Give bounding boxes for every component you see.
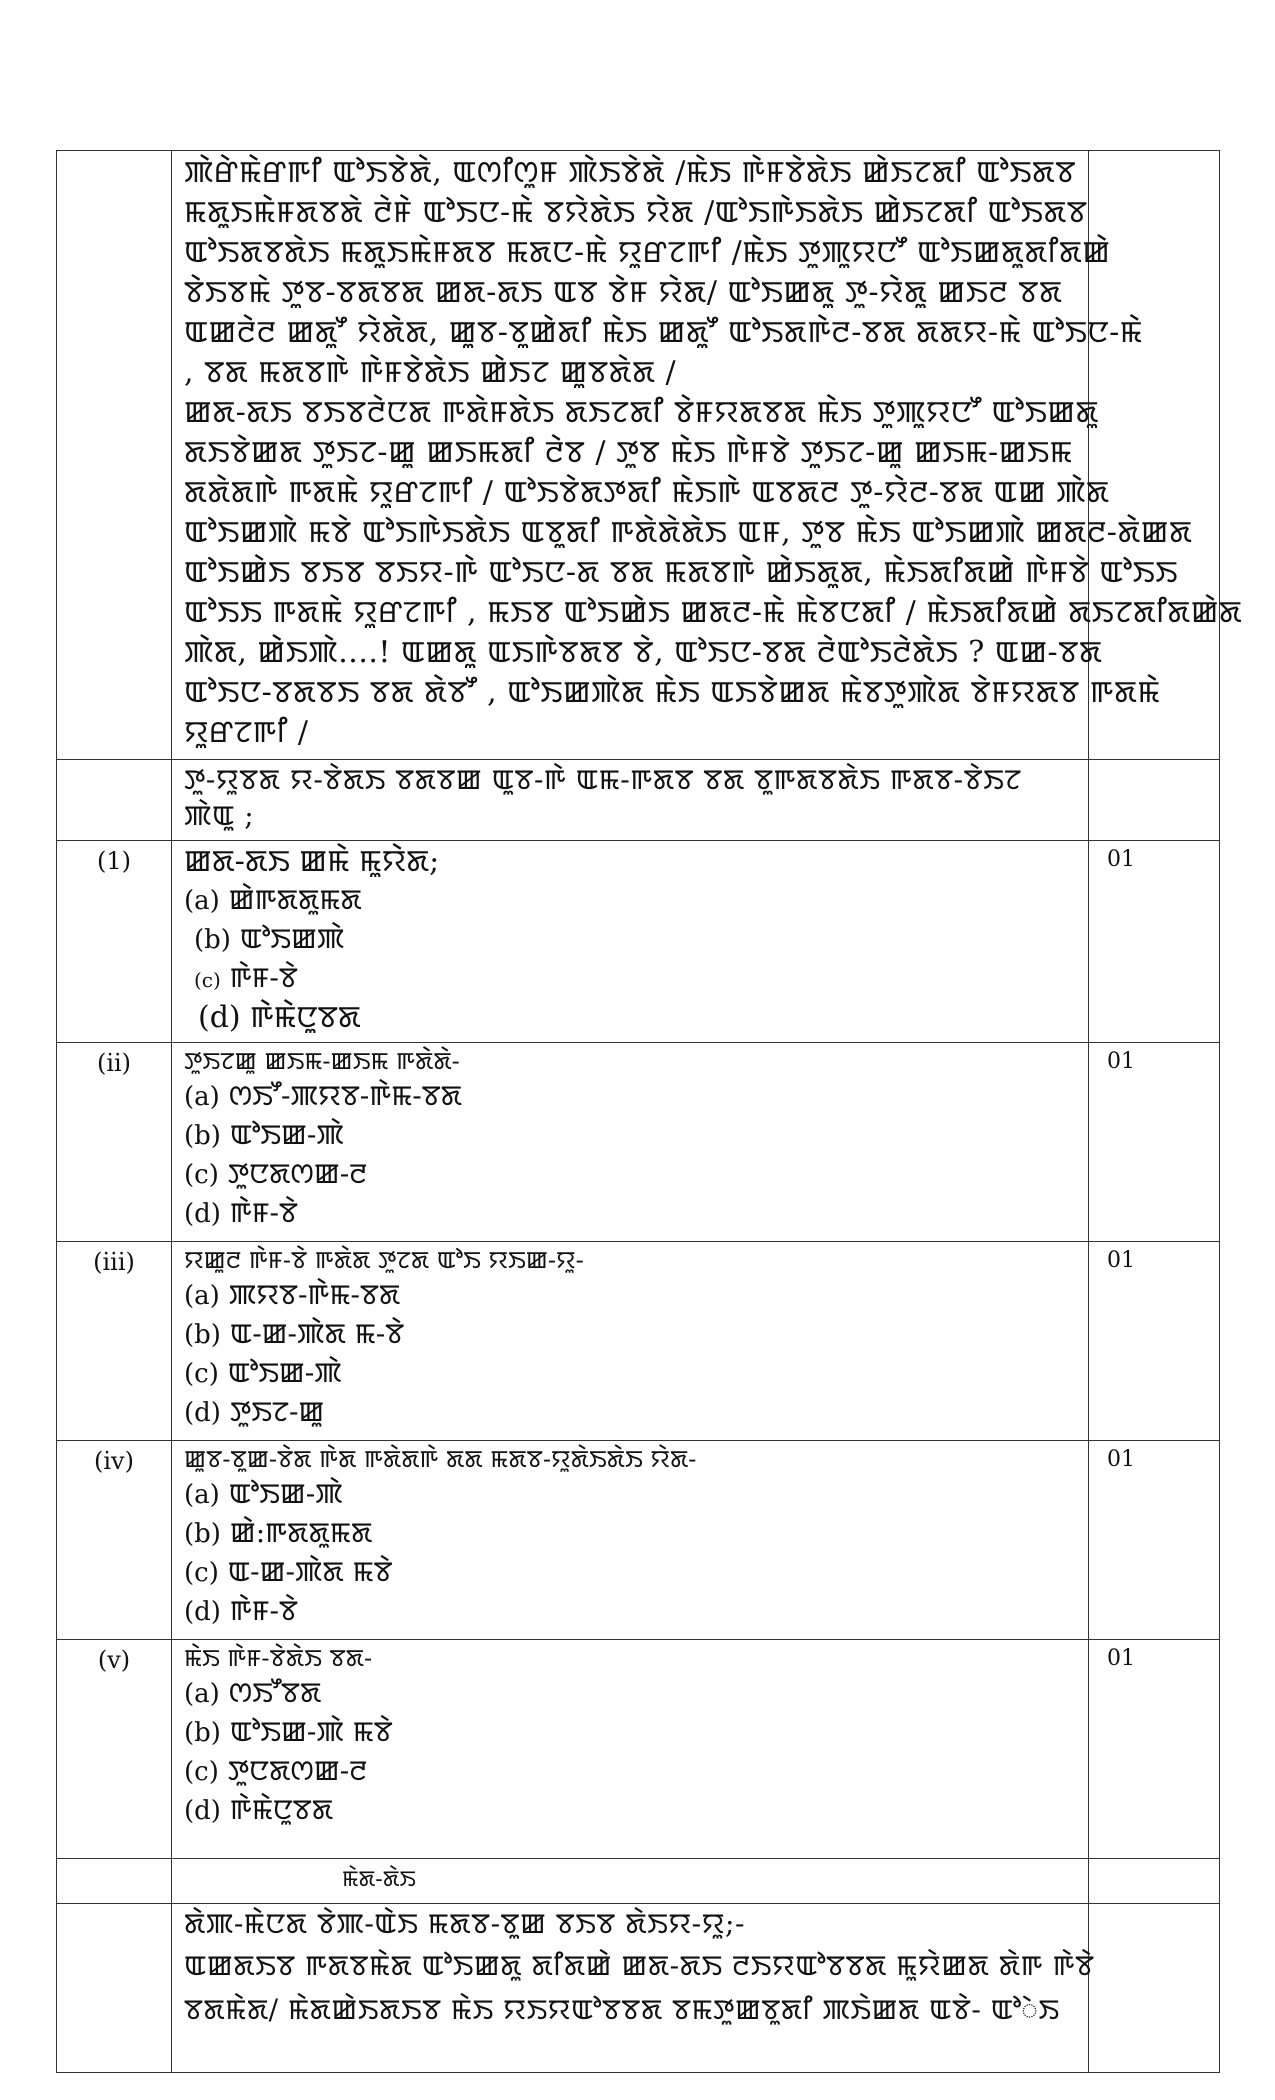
marks-value: 01 bbox=[1089, 1242, 1220, 1441]
option-d bbox=[184, 1393, 1078, 1432]
marks-value: 01 bbox=[1089, 1441, 1220, 1640]
option-label: (d) bbox=[184, 1597, 221, 1627]
question-stem: ꯀꯗ-ꯗꯏ ꯀꯃꯥ ꯃꯨꯌꯥꯗ; bbox=[184, 844, 440, 879]
option-label: (d) bbox=[184, 1199, 221, 1229]
passage-text bbox=[172, 151, 1243, 760]
option-text: ꯁꯏꯧ-ꯄꯌꯕ-ꯒꯥꯃ-ꯕꯗ bbox=[228, 1079, 463, 1112]
question-number: (1) bbox=[57, 841, 172, 1043]
passage-line: ꯗꯗꯥꯗꯒꯥ ꯒꯗꯃꯥ ꯌꯨꯔꯖꯒꯤ / ꯑꯣꯏꯕꯥꯗꯇꯗꯤ ꯃꯥꯏꯒꯥ ꯑꯕꯗꯂ ꯇꯨ-ꯌꯥꯂ-ꯕꯗ ꯑꯀ ꯄꯥꯗ bbox=[184, 475, 1110, 510]
option-text: ꯁꯏꯧꯕꯗ bbox=[228, 1676, 322, 1709]
option-text: ꯒꯥꯝ-ꯕꯥ bbox=[229, 1594, 298, 1627]
option-text: ꯄꯌꯕ-ꯒꯥꯃ-ꯕꯗ bbox=[228, 1278, 401, 1311]
question-body bbox=[172, 1441, 1089, 1640]
instruction-row bbox=[57, 760, 1220, 841]
option-text: ꯑ-ꯀ-ꯄꯥꯗ ꯃꯕꯥ bbox=[227, 1555, 393, 1588]
question-stem: ꯇꯨꯏꯖꯀꯨ ꯀꯏꯃ-ꯀꯏꯃ ꯒꯗꯥꯗꯥ- bbox=[184, 1047, 460, 1075]
option-text: ꯑꯣꯏꯀ-ꯄꯥ bbox=[227, 1356, 342, 1389]
option-text: ꯇꯨꯅꯗꯁꯀ-ꯂ bbox=[227, 1157, 368, 1190]
passage-line: ꯗꯏꯕꯥꯀꯗ ꯇꯨꯏꯖ-ꯀꯨ ꯀꯏꯃꯗꯤ ꯂꯥꯕ / ꯇꯨꯕ ꯃꯥꯏ ꯒꯥꯝꯕꯥ ꯇꯨꯏꯖ-ꯀꯨ ꯀꯏꯃ-ꯀꯏꯃ bbox=[184, 435, 1073, 470]
question-paper-table bbox=[56, 150, 1243, 2073]
option-label: (b) bbox=[194, 925, 231, 955]
option-label: (d) bbox=[184, 1796, 221, 1826]
question-body bbox=[172, 841, 1089, 1043]
option-label: (c) bbox=[184, 1359, 219, 1389]
option-label: (a) bbox=[184, 1082, 220, 1112]
option-label: (c) bbox=[184, 1757, 219, 1787]
option-label: (d) bbox=[184, 1398, 221, 1428]
marks-value: 01 bbox=[1089, 1640, 1220, 1859]
option-a bbox=[184, 881, 1078, 920]
option-c bbox=[184, 959, 1078, 999]
instruction-line: ꯇꯨ-ꯌꯨꯕꯗ ꯌ-ꯕꯥꯗꯏ ꯕꯗꯕꯀ ꯑꯨꯕ-ꯒꯥ ꯑꯃ-ꯒꯗꯕ ꯕꯗ ꯕꯨꯒꯗꯕꯗꯥꯏ ꯒꯗꯕ-ꯕꯥꯏꯖ bbox=[184, 763, 1022, 796]
option-b bbox=[184, 920, 1078, 959]
option-b bbox=[184, 1713, 1078, 1752]
question-row bbox=[57, 841, 1220, 1043]
option-b bbox=[184, 1514, 1078, 1553]
marks-cell bbox=[1089, 1904, 1220, 2073]
question-row bbox=[57, 1242, 1220, 1441]
option-text: ꯒꯥꯝ-ꯕꯥ bbox=[229, 961, 298, 994]
option-text: ꯇꯨꯏꯖ-ꯀꯨ bbox=[229, 1395, 325, 1428]
option-label: (a) bbox=[184, 1679, 220, 1709]
passage-row bbox=[57, 151, 1220, 760]
next-passage-line: ꯑꯀꯗꯏꯕ ꯒꯗꯕꯃꯥꯗ ꯑꯣꯏꯀꯗꯨ ꯗꯤꯗꯀꯥ ꯀꯗ-ꯗꯏ ꯂꯏꯌꯑꯣꯕꯕꯗ ꯃꯨꯌꯥꯀꯗ ꯗꯥꯒ ꯒꯥꯕꯥ bbox=[184, 1949, 1095, 1982]
option-a bbox=[184, 1674, 1078, 1713]
option-label: (d) bbox=[198, 1000, 241, 1035]
passage-line: ꯑꯣꯏꯀꯄꯥ ꯃꯕꯥ ꯑꯣꯏꯒꯥꯏꯗꯥꯏ ꯑꯕꯨꯗꯤ ꯒꯗꯥꯗꯥꯗꯥꯏ ꯑꯝ, ꯇꯨꯕ ꯃꯥꯏ ꯑꯣꯏꯀꯄꯥ ꯀꯗꯂ-ꯗꯥꯀꯗ bbox=[184, 515, 1193, 550]
next-passage-line: ꯗꯥꯄ-ꯃꯥꯅꯗ ꯕꯥꯄ-ꯑꯥꯏ ꯃꯗꯕ-ꯕꯨꯀ ꯕꯏꯕ ꯗꯥꯏꯌ-ꯌꯨ;- bbox=[184, 1907, 745, 1940]
option-c bbox=[184, 1155, 1078, 1194]
option-text: ꯑ-ꯀ-ꯄꯥꯗ ꯃ-ꯕꯥ bbox=[229, 1317, 405, 1350]
question-stem: ꯌꯀꯨꯂ ꯒꯥꯝ-ꯕꯥ ꯒꯗꯥꯗ ꯇꯨꯖꯗ ꯑꯣꯏ ꯌꯏꯀ-ꯌꯨ- bbox=[184, 1246, 584, 1274]
section-label-row bbox=[57, 1859, 1220, 1904]
question-body bbox=[172, 1242, 1089, 1441]
passage-line: ꯃꯗꯨꯏꯃꯥꯝꯗꯕꯗꯥ ꯂꯥꯝꯥ ꯑꯣꯏꯅ-ꯃꯥ ꯕꯌꯥꯗꯥꯏ ꯌꯥꯗ /ꯑꯣꯏꯒꯥꯏꯗꯥꯏ ꯀꯥꯏꯖꯗꯤ ꯑꯣꯏꯗꯕ bbox=[184, 195, 1088, 230]
option-label: (b) bbox=[184, 1519, 221, 1549]
option-text: ꯇꯨꯅꯗꯁꯀ-ꯂ bbox=[227, 1754, 368, 1787]
marks-cell bbox=[1089, 760, 1220, 841]
instruction-text bbox=[172, 760, 1089, 841]
passage-line: ꯑꯣꯏꯗꯕꯗꯥꯏ ꯃꯗꯨꯏꯃꯥꯝꯗꯕ ꯃꯗꯅ-ꯃꯥ ꯌꯨꯔꯖꯒꯤ /ꯃꯥꯏ ꯇꯨꯄꯨꯌꯅꯧ ꯑꯣꯏꯀꯗꯨꯗꯤꯗꯀꯥ bbox=[184, 235, 1111, 270]
marks-cell bbox=[1089, 1859, 1220, 1904]
instruction-line: ꯄꯥꯑꯨ ; bbox=[184, 799, 255, 832]
passage-line: ꯄꯥꯔꯥꯃꯥꯔꯒꯤ ꯑꯣꯏꯕꯥꯗꯥ, ꯑꯁꯤꯁꯨꯝ ꯄꯥꯏꯕꯥꯗꯥ /ꯃꯥꯏ ꯒꯥꯝꯕꯥꯗꯥꯏ ꯀꯥꯏꯖꯗꯤ ꯑꯣꯏꯗꯕ bbox=[184, 155, 1077, 190]
question-row bbox=[57, 1640, 1220, 1859]
marks-value: 01 bbox=[1089, 1043, 1220, 1242]
option-text: ꯒꯥꯃꯥꯅꯨꯕꯗ bbox=[250, 1000, 361, 1035]
question-stem: ꯃꯥꯏ ꯒꯥꯝ-ꯕꯥꯗꯥꯏ ꯕꯗ- bbox=[184, 1644, 373, 1672]
option-text: ꯑꯣꯏꯀꯄꯥ bbox=[239, 922, 345, 955]
option-b bbox=[184, 1116, 1078, 1155]
option-label: (b) bbox=[184, 1718, 221, 1748]
passage-line: , ꯕꯗ ꯃꯗꯕꯒꯥ ꯒꯥꯝꯕꯥꯗꯥꯏ ꯀꯥꯏꯖ ꯀꯨꯕꯗꯥꯗ / bbox=[184, 355, 677, 390]
number-cell bbox=[57, 1859, 172, 1904]
option-text: ꯀꯥ:ꯒꯗꯗꯨꯃꯗ bbox=[229, 1516, 373, 1549]
question-number: (iv) bbox=[57, 1441, 172, 1640]
option-label: (c) bbox=[194, 968, 221, 992]
option-c bbox=[184, 1752, 1078, 1791]
option-a bbox=[184, 1475, 1078, 1514]
option-label: (b) bbox=[184, 1320, 221, 1350]
option-d bbox=[184, 1791, 1078, 1830]
option-d bbox=[184, 1194, 1078, 1233]
option-label: (a) bbox=[184, 1281, 220, 1311]
option-b bbox=[184, 1315, 1078, 1354]
question-row bbox=[57, 1441, 1220, 1640]
marks-value: 01 bbox=[1089, 841, 1220, 1043]
question-body bbox=[172, 1640, 1089, 1859]
option-d bbox=[184, 999, 1078, 1036]
option-text: ꯀꯥꯒꯗꯗꯨꯃꯗ bbox=[228, 883, 362, 916]
option-label: (c) bbox=[184, 1558, 219, 1588]
question-row bbox=[57, 1043, 1220, 1242]
passage-line: ꯌꯨꯔꯖꯒꯤ / bbox=[184, 715, 309, 750]
passage-line: ꯑꯣꯏꯀꯥꯏ ꯕꯏꯕ ꯕꯏꯌ-ꯒꯥ ꯑꯣꯏꯅ-ꯗ ꯕꯗ ꯃꯗꯕꯒꯥ ꯀꯥꯏꯗꯨꯗ, ꯃꯥꯏꯗꯤꯗꯀꯥ ꯒꯥꯝꯕꯥ ꯑꯣꯏꯏ bbox=[184, 555, 1178, 590]
passage-line: ꯑꯀꯂꯥꯂ ꯀꯗꯨꯧ ꯌꯥꯗꯥꯗ, ꯀꯨꯕ-ꯕꯨꯀꯥꯗꯤ ꯃꯥꯏ ꯀꯗꯨꯧ ꯑꯣꯏꯗꯒꯥꯂ-ꯕꯗ ꯗꯗꯌ-ꯃꯥ ꯑꯣꯏꯅ-ꯃꯥ bbox=[184, 315, 1143, 350]
number-cell bbox=[57, 151, 172, 760]
question-number: (iii) bbox=[57, 1242, 172, 1441]
question-number: (ii) bbox=[57, 1043, 172, 1242]
option-label: (b) bbox=[184, 1121, 221, 1151]
option-label: (a) bbox=[184, 886, 220, 916]
option-text: ꯒꯥꯃꯥꯅꯨꯕꯗ bbox=[229, 1793, 334, 1826]
option-text: ꯑꯣꯏꯀ-ꯄꯥ bbox=[228, 1477, 343, 1510]
next-passage-row bbox=[57, 1904, 1220, 2073]
option-text: ꯑꯣꯏꯀ-ꯄꯥ ꯃꯕꯥ bbox=[229, 1715, 393, 1748]
passage-line: ꯕꯥꯏꯕꯃꯥ ꯇꯨꯕ-ꯕꯗꯕꯗ ꯀꯗ-ꯗꯏ ꯑꯕ ꯕꯥꯝ ꯌꯥꯗ/ ꯑꯣꯏꯀꯗꯨ ꯇꯨ-ꯌꯥꯗꯨ ꯀꯏꯂ ꯕꯗ bbox=[184, 275, 1063, 310]
option-c bbox=[184, 1553, 1078, 1592]
option-label: (a) bbox=[184, 1480, 220, 1510]
option-d bbox=[184, 1592, 1078, 1631]
section-label: ꯃꯥꯗ-ꯗꯥꯏ bbox=[172, 1859, 1089, 1904]
option-text: ꯒꯥꯝ-ꯕꯥ bbox=[229, 1196, 298, 1229]
option-c bbox=[184, 1354, 1078, 1393]
next-passage-line: ꯕꯗꯃꯥꯗ/ ꯃꯥꯗꯀꯥꯏꯗꯏꯕ ꯃꯥꯏ ꯌꯏꯌꯑꯣꯕꯕꯗ ꯕꯃꯇꯨꯀꯕꯨꯗꯤ ꯄꯏꯥꯀꯗ ꯑꯕꯥ- ꯑꯣꯥꯏ bbox=[184, 1993, 1060, 2026]
number-cell bbox=[57, 760, 172, 841]
option-label: (c) bbox=[184, 1160, 219, 1190]
option-text: ꯑꯣꯏꯀ-ꯄꯥ bbox=[229, 1118, 344, 1151]
question-number: (v) bbox=[57, 1640, 172, 1859]
option-a bbox=[184, 1077, 1078, 1116]
passage-line: ꯑꯣꯏꯏ ꯒꯗꯃꯥ ꯌꯨꯔꯖꯒꯤ , ꯃꯏꯕ ꯑꯣꯏꯀꯥꯏ ꯀꯗꯂ-ꯃꯥ ꯃꯥꯕꯅꯗꯤ / ꯃꯥꯏꯗꯤꯗꯀꯥ ꯗꯏꯖꯗꯤꯗꯀꯥꯗ bbox=[184, 595, 1243, 630]
question-body bbox=[172, 1043, 1089, 1242]
number-cell bbox=[57, 1904, 172, 2073]
passage-line: ꯑꯣꯏꯅ-ꯕꯗꯕꯏ ꯕꯗ ꯗꯥꯕꯧ , ꯑꯣꯏꯀꯄꯥꯗ ꯃꯥꯏ ꯑꯏꯕꯥꯀꯗ ꯃꯥꯕꯇꯨꯄꯥꯗ ꯕꯥꯝꯌꯗꯕ ꯒꯗꯃꯥ bbox=[184, 675, 1161, 710]
question-stem: ꯀꯨꯕ-ꯕꯨꯀ-ꯕꯥꯗ ꯒꯥꯗ ꯒꯗꯥꯗꯒꯥ ꯗꯗ ꯃꯗꯕ-ꯌꯨꯗꯥꯏꯗꯥꯏ ꯌꯥꯗ- bbox=[184, 1445, 697, 1473]
option-a bbox=[184, 1276, 1078, 1315]
passage-line: ꯄꯥꯗ, ꯀꯥꯏꯄꯥ....! ꯑꯀꯗꯨ ꯑꯏꯒꯥꯕꯗꯕ ꯕꯥ, ꯑꯣꯏꯅ-ꯕꯗ ꯂꯥꯑꯣꯏꯂꯥꯗꯥꯏ ? ꯑꯀ-ꯕꯗ bbox=[184, 635, 1103, 670]
next-passage-text bbox=[172, 1904, 1095, 2073]
passage-line: ꯀꯗ-ꯗꯏ ꯕꯏꯕꯂꯥꯅꯗ ꯒꯗꯥꯝꯗꯥꯏ ꯗꯏꯖꯗꯤ ꯕꯥꯝꯌꯗꯕꯗ ꯃꯥꯏ ꯇꯨꯄꯨꯌꯅꯧ ꯑꯣꯏꯀꯗꯨ bbox=[184, 395, 1099, 430]
